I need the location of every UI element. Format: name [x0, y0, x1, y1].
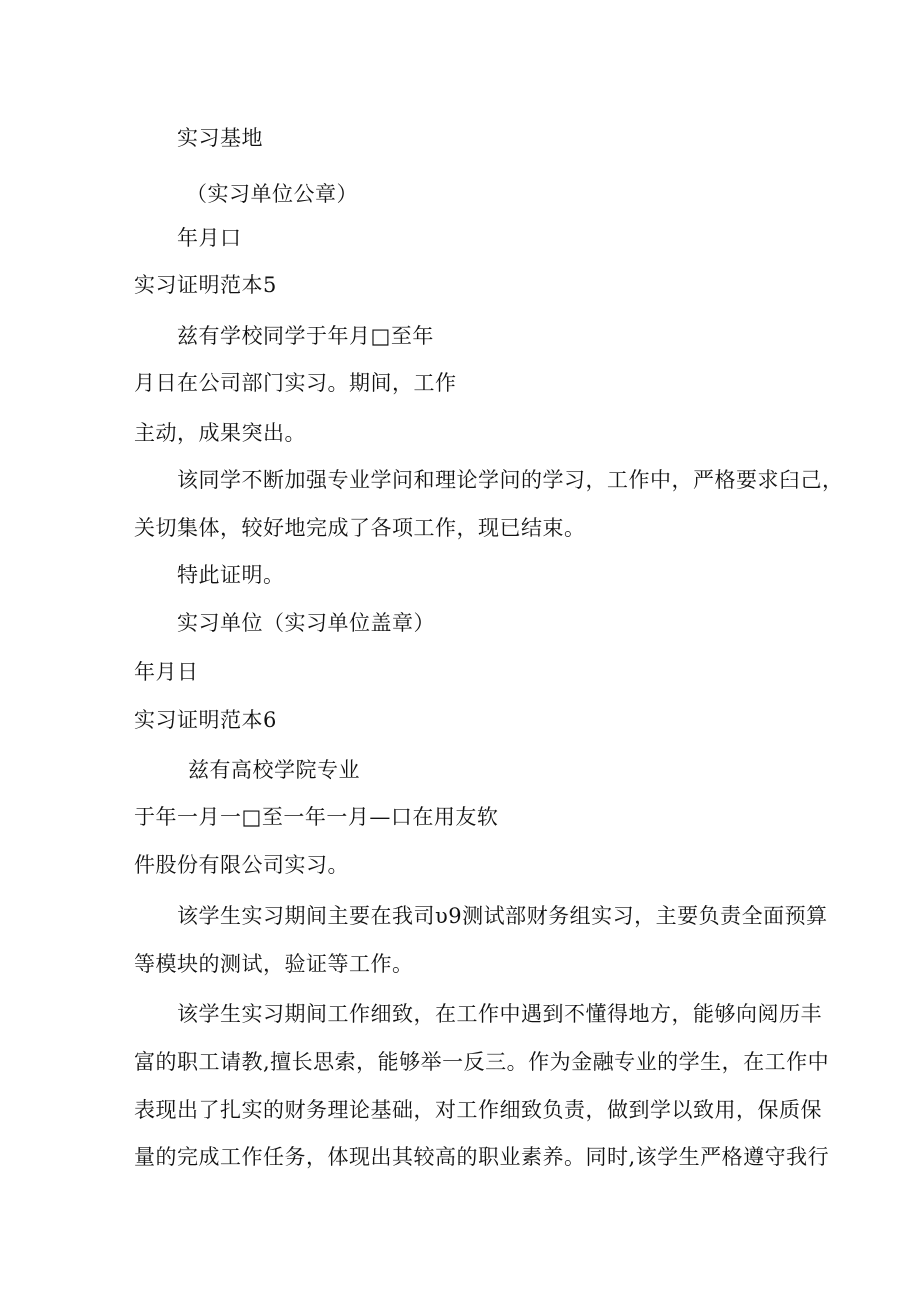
text-line-6-p2-l2: 等模块的测试，验证等工作。	[134, 952, 414, 976]
text-line-6-p3-l1: 该学生实习期间工作细致，在工作中遇到不懂得地方，能够向阅历丰	[177, 1002, 822, 1026]
text-line-6-p3-l4: 量的完成工作任务，体现出其较高的职业素养。同时,该学生严格遵守我行	[134, 1145, 830, 1169]
text-line-5-p1-l3: 主动，成果突出。	[134, 421, 306, 445]
heading-template-6: 实习证明范本6	[134, 708, 277, 732]
text-line-unit-stamp: 实习单位（实习单位盖章）	[177, 611, 435, 635]
text-line-date-2: 年月日	[134, 660, 199, 684]
heading-template-5: 实习证明范本5	[134, 273, 277, 297]
text-line-5-p1-l2: 月日在公司部门实习。期间，工作	[134, 371, 457, 395]
text-line-6-p1-l2: 于年一月一□至一年一月—口在用友软	[134, 805, 499, 829]
text-line-practice-base: 实习基地	[177, 126, 263, 150]
text-line-5-p2-l2: 关切集体，较好地完成了各项工作，现已结束。	[134, 516, 586, 540]
text-line-6-p3-l2: 富的职工请教,擅长思索，能够举一反三。作为金融专业的学生，在工作中	[134, 1050, 830, 1074]
text-line-5-p1-l1: 兹有学校同学于年月□至年	[177, 324, 434, 348]
text-line-6-p3-l3: 表现出了扎实的财务理论基础，对工作细致负责，做到学以致用，保质保	[134, 1098, 822, 1122]
text-line-5-p2-l1: 该同学不断加强专业学问和理论学问的学习，工作中，严格要求臼己，	[177, 468, 844, 492]
text-line-certify: 特此证明。	[177, 563, 285, 587]
text-line-6-p1-l1: 兹有高校学院专业	[188, 758, 360, 782]
text-line-6-p2-l1: 该学生实习期间主要在我司υ9测试部财务组实习，主要负责全面预算	[177, 904, 828, 928]
text-line-date-1: 年月口	[177, 226, 242, 250]
text-line-unit-seal: （实习单位公章）	[186, 182, 358, 206]
text-line-6-p1-l3: 件股份有限公司实习。	[134, 853, 349, 877]
